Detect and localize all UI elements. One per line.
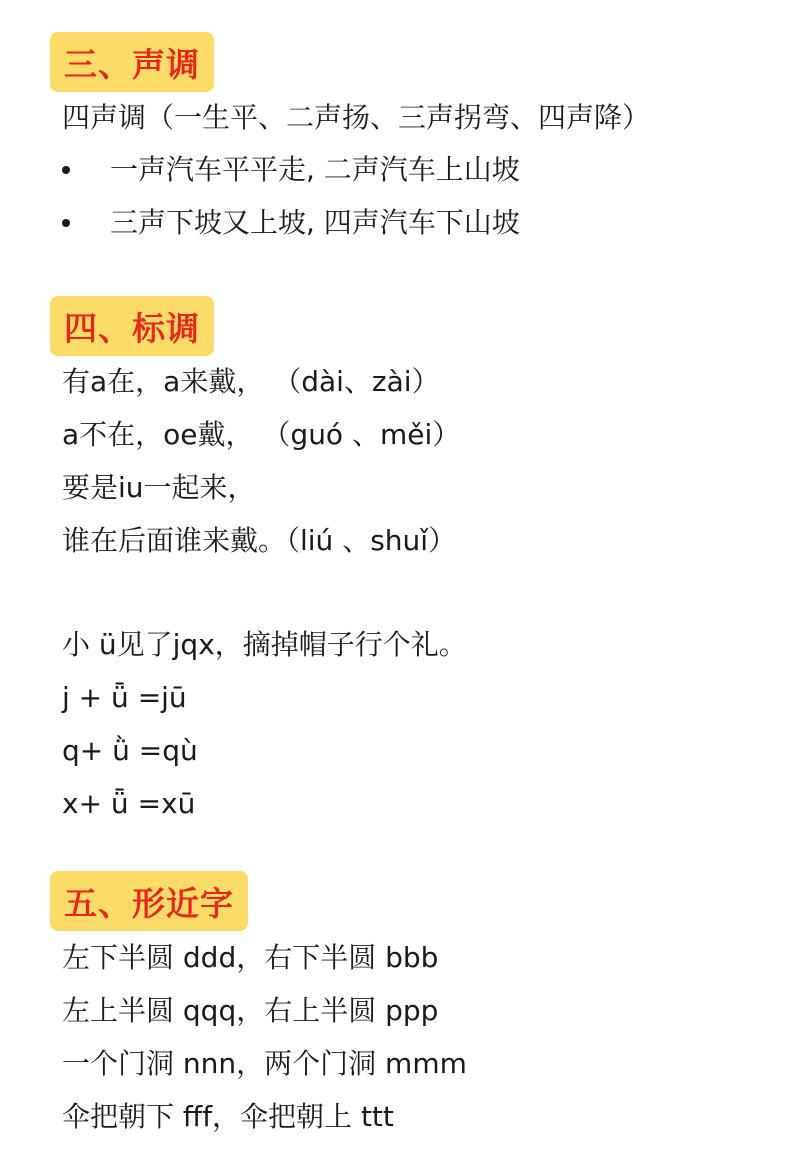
tone-marks-line: 谁在后面谁来戴。（liú 、shuǐ） xyxy=(62,524,457,557)
section-heading-tones xyxy=(50,32,214,92)
tone-marks-example: j + ǖ =jū xyxy=(62,681,187,714)
similar-shapes-line: 一个门洞 nnn，两个门洞 mmm xyxy=(62,1047,467,1080)
similar-shapes-line: 左下半圆 ddd，右下半圆 bbb xyxy=(62,941,439,974)
bullet-icon xyxy=(62,166,70,174)
tone-marks-line: a不在，oe戴， （guó 、měi） xyxy=(62,418,461,451)
tone-marks-example: x+ ǖ =xū xyxy=(62,787,196,820)
bullet-icon xyxy=(62,219,70,227)
section-heading-similar-shapes xyxy=(50,871,248,931)
tones-intro: 四声调（一生平、二声扬、三声拐弯、四声降） xyxy=(62,101,651,134)
section-heading-similar-shapes-text: 五、形近字 xyxy=(64,883,234,923)
section-heading-tone-marks xyxy=(50,296,214,356)
similar-shapes-line: 伞把朝下 fff，伞把朝上 ttt xyxy=(62,1100,394,1133)
section-heading-tone-marks-text: 四、标调 xyxy=(64,308,200,348)
section-heading-tones-text: 三、声调 xyxy=(64,44,200,84)
tone-marks-line: 有a在，a来戴， （dài、zài） xyxy=(62,365,440,398)
tones-bullet-text: 三声下坡又上坡, 四声汽车下山坡 xyxy=(110,206,520,239)
similar-shapes-line: 左上半圆 qqq，右上半圆 ppp xyxy=(62,994,439,1027)
tone-marks-example: q+ ǜ =qù xyxy=(62,734,198,767)
tone-marks-rule: 小 ü见了jqx，摘掉帽子行个礼。 xyxy=(62,628,467,661)
tones-bullet-text: 一声汽车平平走, 二声汽车上山坡 xyxy=(110,153,520,186)
tone-marks-line: 要是iu一起来， xyxy=(62,471,256,504)
